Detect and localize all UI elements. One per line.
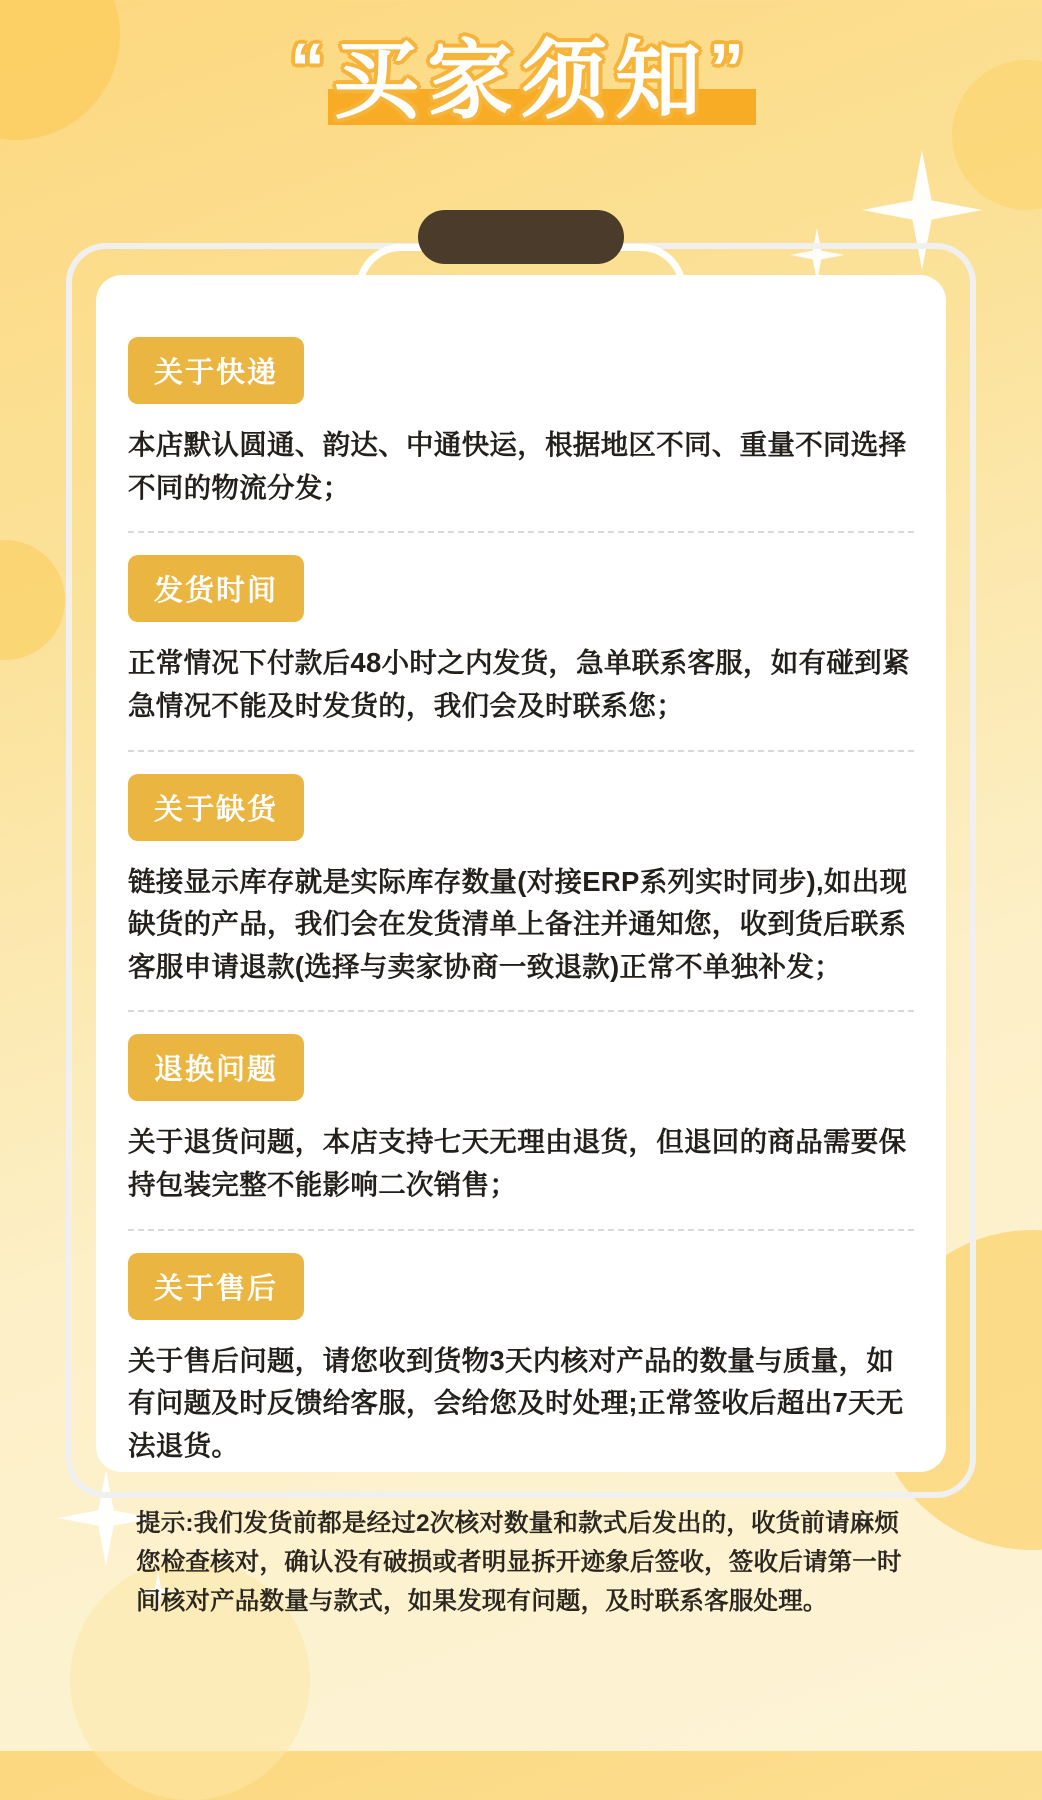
notice-paper [96, 275, 946, 1615]
divider [128, 750, 914, 752]
section-text-shipping-time: 正常情况下付款后48小时之内发货，急单联系客服，如有碰到紧急情况不能及时发货的，我们会及时联系您； [128, 647, 910, 721]
page-title-text: 买家须知 [333, 33, 709, 129]
section-text-returns: 关于退货问题，本店支持七天无理由退货，但退回的商品需要保持包装完整不能影响二次销售； [128, 1126, 907, 1200]
quote-close: ” [709, 29, 752, 107]
decor-blob-mid-left [0, 540, 65, 660]
section-tag-express: 关于快递 [128, 337, 304, 404]
section-text-out-of-stock: 链接显示库存就是实际库存数量(对接ERP系列实时同步),如出现缺货的产品，我们会在发货清单上备注并通知您，收到货后联系客服申请退款(选择与卖家协商一致退款)正常不单独补发； [128, 865, 908, 982]
section-tag-shipping-time: 发货时间 [128, 555, 304, 622]
page-title [280, 29, 762, 131]
footer-note: 提示:我们发货前都是经过2次核对数量和款式后发出的，收货前请麻烦您检查核对，确认没有破损或者明显拆开迹象后签收，签收后请第一时间核对产品数量与款式，如果发现有问题，及时联系客服处理。 [136, 1509, 902, 1615]
divider [128, 1010, 914, 1012]
title-wrap [280, 29, 762, 131]
section-after-sales [128, 1253, 914, 1468]
section-text-express: 本店默认圆通、韵达、中通快运，根据地区不同、重量不同选择不同的物流分发； [128, 429, 907, 503]
section-out-of-stock [128, 774, 914, 989]
divider [128, 531, 914, 533]
divider [128, 1229, 914, 1231]
clipboard-clip [418, 210, 624, 264]
section-text-after-sales: 关于售后问题，请您收到货物3天内核对产品的数量与质量，如有问题及时反馈给客服，会给您及时处理;正常签收后超出7天无法退货。 [128, 1344, 904, 1461]
section-tag-after-sales: 关于售后 [128, 1253, 304, 1320]
page-header [0, 29, 1042, 131]
section-returns [128, 1034, 914, 1206]
quote-open: “ [290, 29, 333, 107]
section-tag-returns: 退换问题 [128, 1034, 304, 1101]
section-express [128, 337, 914, 509]
section-shipping-time [128, 555, 914, 727]
section-tag-out-of-stock: 关于缺货 [128, 774, 304, 841]
